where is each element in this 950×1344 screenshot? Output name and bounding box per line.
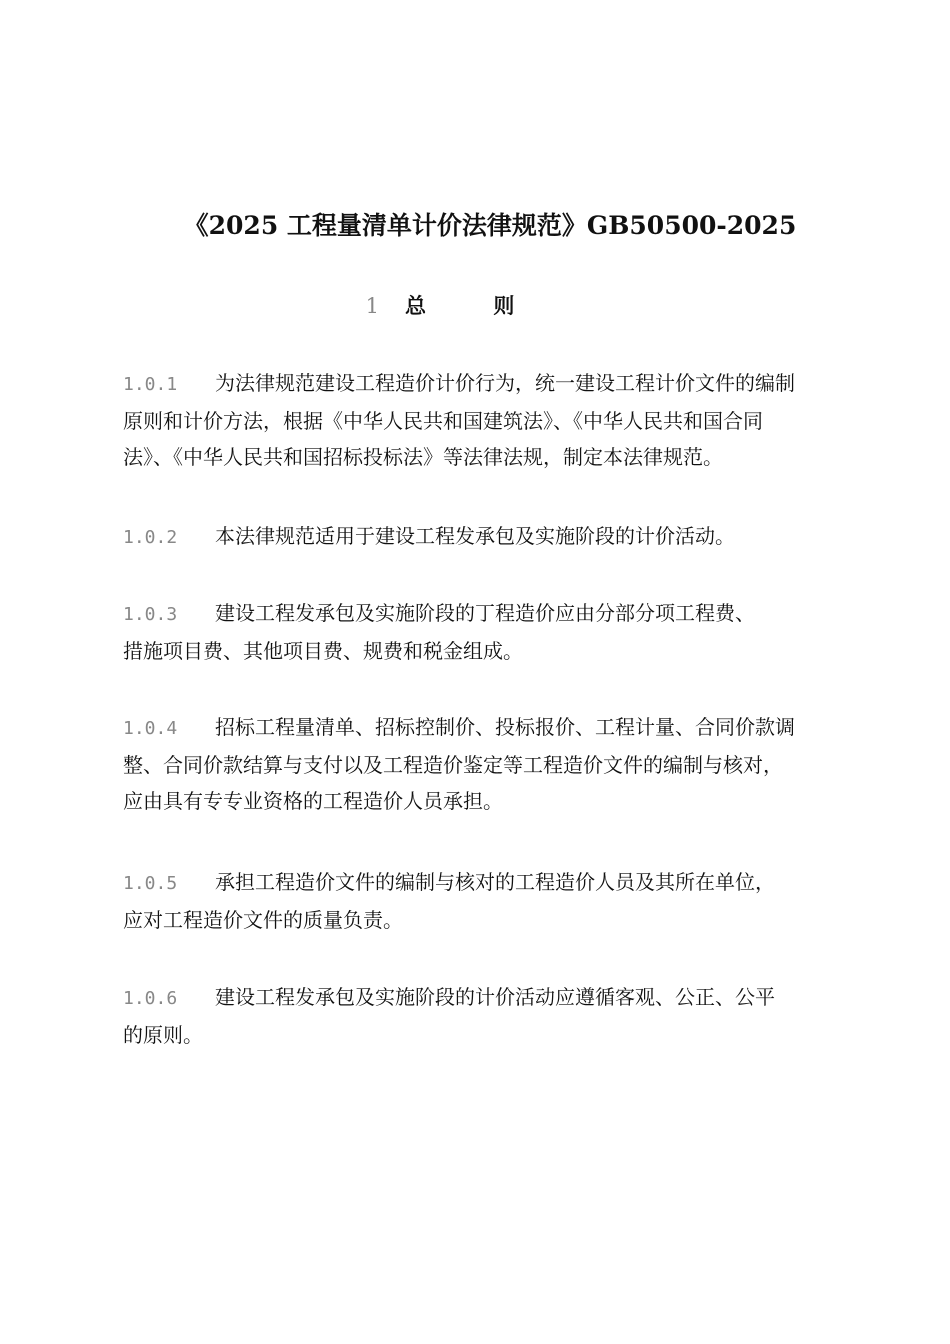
clause-number: 1.0.2 — [123, 527, 178, 548]
clause-text: 招标工程量清单、招标控制价、投标报价、工程计量、合同价款调 — [215, 715, 795, 739]
clause-text: 的原则。 — [123, 1023, 203, 1047]
clause-line — [123, 365, 853, 403]
clause-text: 为法律规范建设工程造价计价行为，统一建设工程计价文件的编制 — [215, 371, 795, 395]
clause-number: 1.0.1 — [123, 374, 178, 395]
clause-1-0-1 — [123, 365, 853, 475]
clause-number: 1.0.4 — [123, 718, 178, 739]
clause-line — [123, 979, 853, 1017]
clause-line — [123, 864, 853, 902]
clause-1-0-2 — [123, 518, 853, 556]
clause-text: 措施项目费、其他项目费、规费和税金组成。 — [123, 639, 523, 663]
clause-number: 1.0.3 — [123, 604, 178, 625]
clause-1-0-6 — [123, 979, 853, 1053]
clause-text: 应对工程造价文件的质量负责。 — [123, 908, 403, 932]
clause-1-0-3 — [123, 595, 853, 669]
clause-text: 建设工程发承包及实施阶段的丁程造价应由分部分项工程费、 — [215, 601, 755, 625]
document-title: 《2025 工程量清单计价法律规范》GB50500-2025 — [183, 211, 797, 240]
chapter-name: 总 则 — [405, 293, 545, 318]
clause-1-0-4 — [123, 709, 853, 819]
clause-number: 1.0.6 — [123, 988, 178, 1009]
clause-1-0-5 — [123, 864, 853, 938]
clause-text: 建设工程发承包及实施阶段的计价活动应遵循客观、公正、公平 — [215, 985, 775, 1009]
clause-line — [123, 595, 853, 633]
clause-text: 应由具有专专业资格的工程造价人员承担。 — [123, 789, 503, 813]
chapter-number: 1 — [365, 294, 380, 318]
chapter-heading — [0, 290, 910, 322]
clause-text: 承担工程造价文件的编制与核对的工程造价人员及其所在单位， — [215, 870, 775, 894]
clause-text: 整、合同价款结算与支付以及工程造价鉴定等工程造价文件的编制与核对， — [123, 753, 783, 777]
clause-text: 原则和计价方法，根据《中华人民共和国建筑法》、《中华人民共和国合同 — [123, 409, 763, 433]
clause-line — [123, 709, 853, 747]
clause-text: 法》、《中华人民共和国招标投标法》等法律法规，制定本法律规范。 — [123, 445, 723, 469]
clause-line — [123, 518, 853, 556]
clause-number: 1.0.5 — [123, 873, 178, 894]
clause-text: 本法律规范适用于建设工程发承包及实施阶段的计价活动。 — [215, 524, 735, 548]
